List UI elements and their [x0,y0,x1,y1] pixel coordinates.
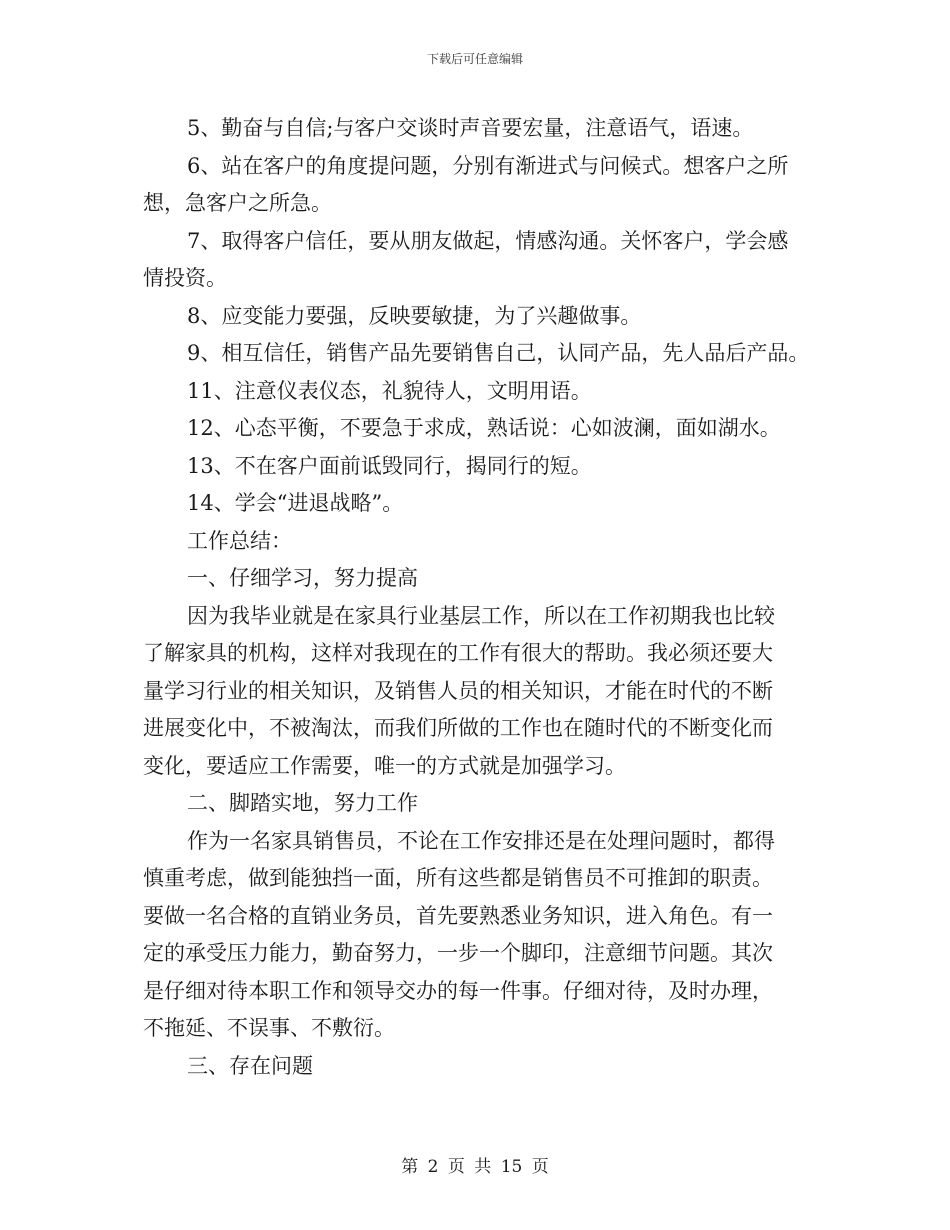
paragraph-line: 定的承受压力能力，勤奋努力，一步一个脚印，注意细节问题。其次 [143,941,773,965]
section-heading: 二、脚踏实地，努力工作 [187,791,418,815]
document-body [143,110,833,1085]
page-number: 第 2 页 共 15 页 [401,1157,549,1177]
paragraph-line: 13、不在客户面前诋毁同行，揭同行的短。 [187,453,592,478]
paragraph-line: 不拖延、不误事、不敷衍。 [143,1016,395,1040]
paragraph-line: 量学习行业的相关知识，及销售人员的相关知识，才能在时代的不断 [143,678,773,703]
section-heading: 三、存在问题 [187,1053,313,1078]
paragraph-line: 想，急客户之所急。 [143,191,332,215]
paragraph-line: 12、心态平衡，不要急于求成，熟话说：心如波澜，面如湖水。 [187,416,781,440]
paragraph-line: 9、相互信任，销售产品先要销售自己，认同产品，先人品后产品。 [187,341,810,365]
paragraph-line: 作为一名家具销售员，不论在工作安排还是在处理问题时，都得 [187,828,775,853]
paragraph-line: 情投资。 [143,266,227,290]
paragraph-line: 11、注意仪表仪态，礼貌待人，文明用语。 [187,378,592,403]
paragraph-line: 7、取得客户信任，要从朋友做起，情感沟通。关怀客户，学会感 [187,228,789,253]
section-heading: 一、仔细学习，努力提高 [187,566,418,590]
paragraph-line: 因为我毕业就是在家具行业基层工作，所以在工作初期我也比较 [187,603,775,628]
section-label: 工作总结： [187,528,292,553]
paragraph-line: 进展变化中，不被淘汰，而我们所做的工作也在随时代的不断变化而 [143,716,773,740]
paragraph-line: 6、站在客户的角度提问题，分别有渐进式与问候式。想客户之所 [187,153,789,178]
paragraph-line: 了解家具的机构，这样对我现在的工作有很大的帮助。我必须还要大 [143,641,773,665]
paragraph-line: 14、学会“进退战略”。 [187,491,404,515]
paragraph-line: 是仔细对待本职工作和领导交办的每一件事。仔细对待，及时办理， [143,978,773,1003]
paragraph-line: 变化，要适应工作需要，唯一的方式就是加强学习。 [143,753,626,778]
paragraph-line: 慎重考虑，做到能独挡一面，所有这些都是销售员不可推卸的职责。 [143,866,773,890]
paragraph-line: 5、勤奋与自信;与客户交谈时声音要宏量，注意语气，语速。 [187,116,754,140]
paragraph-line: 8、应变能力要强，反映要敏捷，为了兴趣做事。 [187,303,642,328]
page-header: 下载后可任意编辑 [426,52,523,66]
paragraph-line: 要做一名合格的直销业务员，首先要熟悉业务知识，进入角色。有一 [143,903,773,928]
